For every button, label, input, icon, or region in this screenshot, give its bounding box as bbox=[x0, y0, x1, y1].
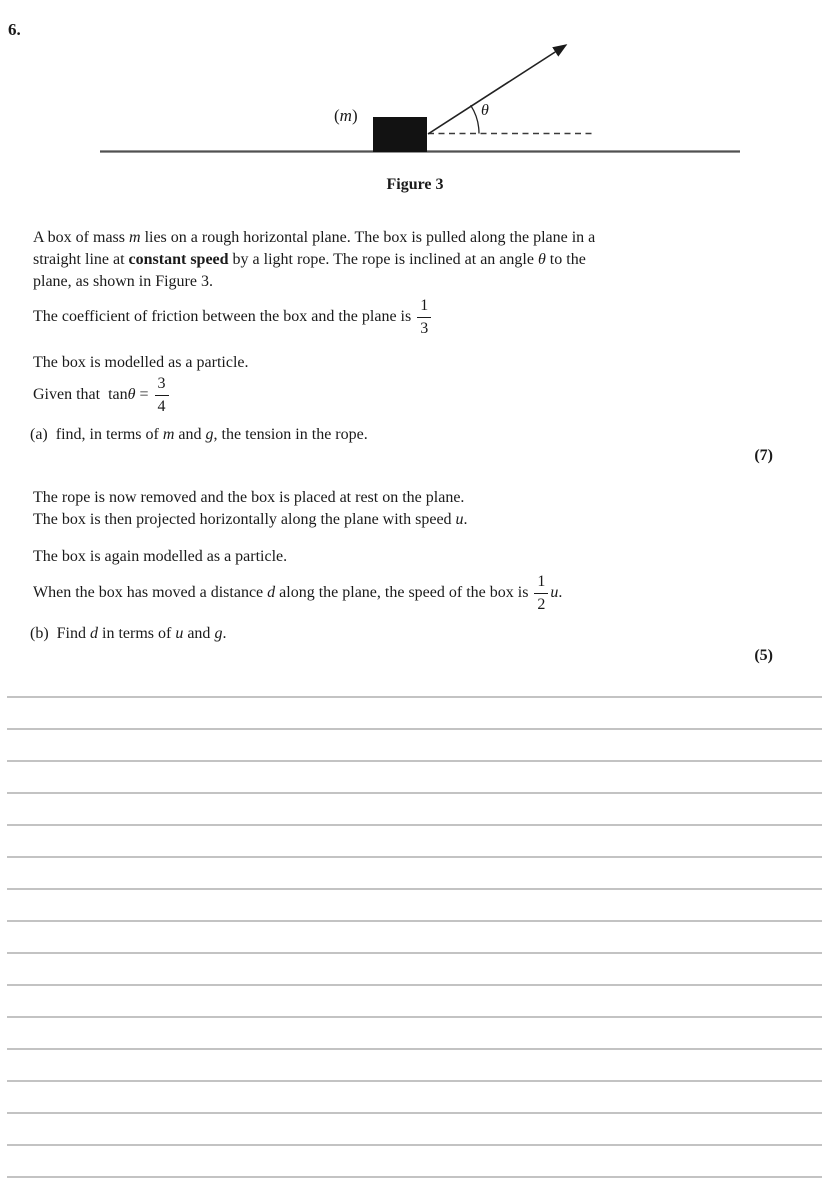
paragraph-intro bbox=[33, 227, 800, 293]
text-line: The box is modelled as a particle. bbox=[33, 354, 249, 371]
text-line: (b) Find d in terms of u and g. bbox=[30, 625, 227, 642]
text-line: The rope is now removed and the box is placed at rest on the plane. bbox=[33, 489, 465, 506]
answer-line bbox=[7, 760, 822, 762]
answer-line bbox=[7, 1176, 822, 1178]
answer-line bbox=[7, 1048, 822, 1050]
paragraph-distance-speed bbox=[33, 573, 800, 614]
text-line: plane, as shown in Figure 3. bbox=[33, 273, 213, 290]
text-line: (a) find, in terms of m and g, the tension in the rope. bbox=[30, 426, 368, 443]
stacked-fraction: $\frac{1}{3}$ bbox=[417, 297, 431, 338]
answer-line bbox=[7, 728, 822, 730]
answer-line bbox=[7, 952, 822, 954]
figure-diagram bbox=[0, 0, 830, 200]
text-line: The box is again modelled as a particle. bbox=[33, 548, 288, 565]
answer-line bbox=[7, 888, 822, 890]
figure-caption: Figure 3 bbox=[386, 176, 444, 193]
answer-lines bbox=[7, 696, 822, 1190]
answer-line bbox=[7, 1080, 822, 1082]
paragraph-particle bbox=[33, 352, 800, 374]
text-line: The box is then projected horizontally along the plane with speed u. bbox=[33, 511, 468, 528]
answer-line bbox=[7, 792, 822, 794]
answer-line bbox=[7, 984, 822, 986]
paragraph-again-particle bbox=[33, 546, 800, 568]
text-line: When the box has moved a distance d along the plane, the speed of the box is $\frac{1}{2}$ u. bbox=[33, 573, 563, 613]
answer-line bbox=[7, 696, 822, 698]
box-rect bbox=[373, 117, 427, 152]
answer-line bbox=[7, 1112, 822, 1114]
text-line: Given that tanθ = $\frac{3}{4}$ bbox=[33, 375, 800, 416]
stacked-fraction: $\frac{1}{2}$ bbox=[534, 573, 548, 614]
paragraph-friction bbox=[33, 297, 800, 338]
mass-label bbox=[334, 106, 358, 126]
text-line: straight line at constant speed by a light rope. The rope is inclined at an angle θ to the bbox=[33, 251, 586, 268]
text-line: The coefficient of friction between the box and the plane is $\frac{1}{3}$ bbox=[33, 297, 800, 338]
text-line: A box of mass m lies on a rough horizontal plane. The box is pulled along the plane in a bbox=[33, 229, 596, 246]
marks-part-b: (5) bbox=[754, 647, 773, 664]
part-b-question bbox=[30, 623, 800, 645]
rope-arrow bbox=[428, 45, 566, 134]
answer-line bbox=[7, 1016, 822, 1018]
part-a-question bbox=[30, 424, 800, 446]
answer-line bbox=[7, 1144, 822, 1146]
marks-part-a: (7) bbox=[754, 447, 773, 464]
stacked-fraction: $\frac{3}{4}$ bbox=[155, 375, 169, 416]
paragraph-given-tan bbox=[33, 375, 800, 416]
answer-line bbox=[7, 824, 822, 826]
answer-line bbox=[7, 856, 822, 858]
paragraph-rope-removed bbox=[33, 487, 800, 531]
answer-line bbox=[7, 920, 822, 922]
question-number: 6. bbox=[8, 20, 21, 39]
angle-arc bbox=[471, 105, 479, 133]
text-line: (m) bbox=[334, 106, 358, 125]
angle-label: θ bbox=[481, 102, 489, 119]
